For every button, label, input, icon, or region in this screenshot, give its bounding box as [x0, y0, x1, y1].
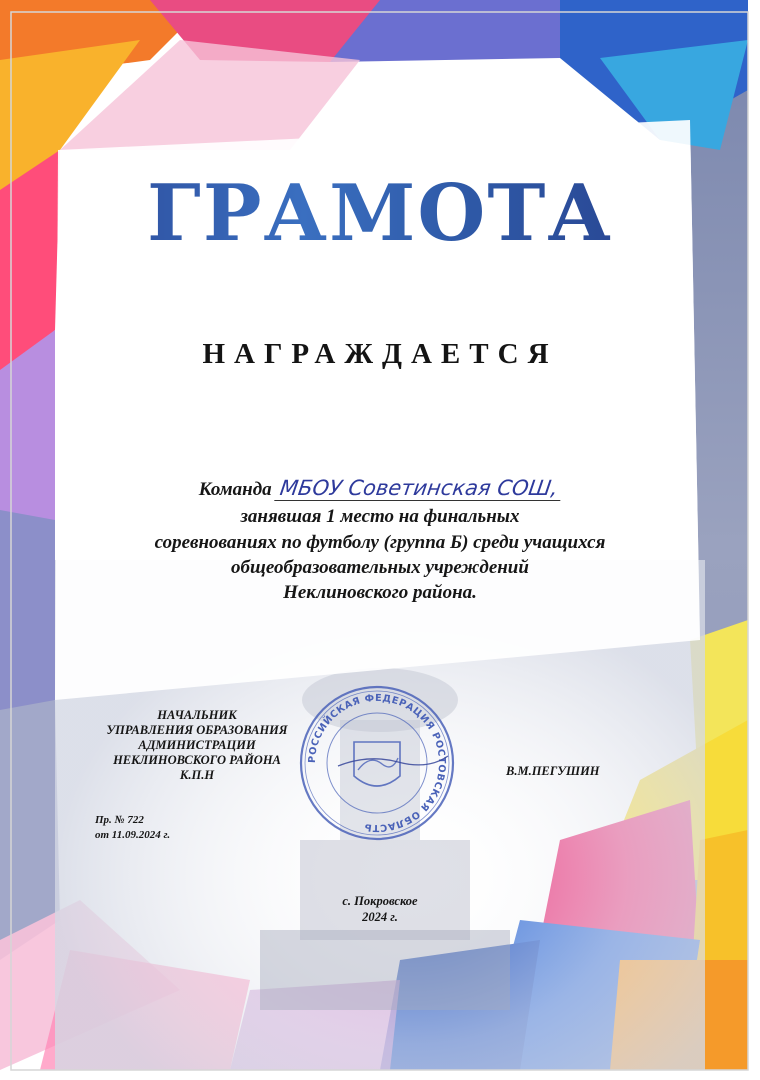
signatory-title-line: К.П.Н [179, 768, 215, 782]
place-name: с. Покровское [342, 894, 418, 908]
order-date: от 11.09.2024 г. [95, 829, 171, 841]
stamp-text: РОССИЙСКАЯ ФЕДЕРАЦИЯ РОСТОВСКАЯ ОБЛАСТЬ [306, 692, 448, 834]
body-line: Неклиновского района. [283, 582, 477, 603]
official-seal-stamp [298, 684, 456, 842]
signatory-title-line: АДМИНИСТРАЦИИ [138, 738, 256, 752]
place-year: 2024 г. [362, 910, 398, 924]
body-line: соревнованиях по футболу (группа Б) среди учащихся [154, 532, 606, 553]
signatory-name: В.М.ПЕГУШИН [506, 764, 600, 778]
team-line [0, 476, 760, 501]
team-name-handwritten: МБОУ Советинская СОШ, [274, 476, 563, 501]
awarded-heading: НАГРАЖДАЕТСЯ [202, 338, 558, 370]
signatory-title-line: НАЧАЛЬНИК [157, 708, 237, 722]
signatory-title [82, 708, 312, 783]
signatory-title-line: НЕКЛИНОВСКОГО РАЙОНА [113, 753, 281, 767]
body-line: общеобразовательных учреждений [231, 557, 529, 578]
team-prefix: Команда [198, 479, 272, 500]
certificate-title: ГРАМОТА [0, 168, 760, 259]
signatory-title-line: УПРАВЛЕНИЯ ОБРАЗОВАНИЯ [106, 723, 288, 737]
order-number: Пр. № 722 [95, 814, 144, 826]
body-line: занявшая 1 место на финальных [240, 506, 520, 527]
